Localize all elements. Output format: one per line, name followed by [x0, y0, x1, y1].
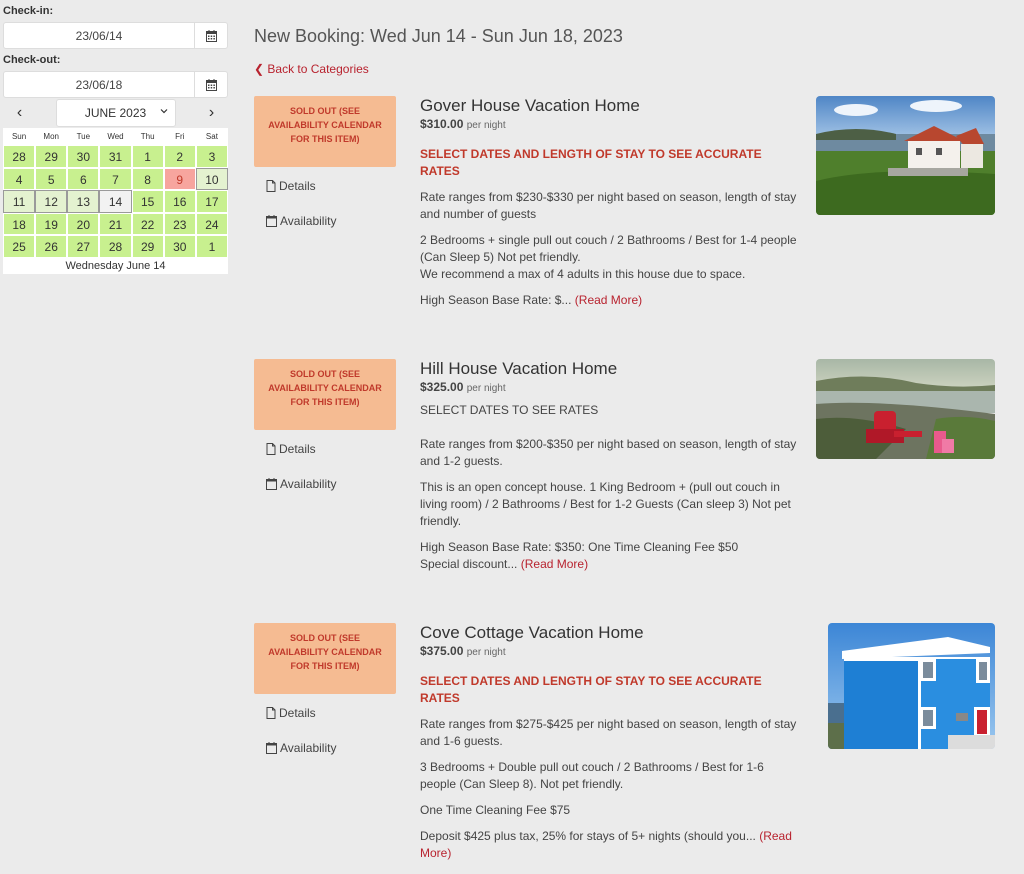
calendar-day[interactable]: 16 — [164, 190, 196, 213]
booking-sidebar — [3, 0, 228, 274]
calendar-icon[interactable] — [194, 23, 227, 48]
listing-price: $325.00 per night — [420, 380, 506, 394]
checkin-field[interactable] — [3, 22, 228, 49]
page-title: New Booking: Wed Jun 14 - Sun Jun 18, 2023 — [254, 26, 623, 46]
calendar-day[interactable]: 6 — [67, 168, 99, 191]
weekday-label: Wed — [107, 132, 124, 141]
availability-link[interactable]: Availability — [266, 741, 336, 755]
chevron-down-icon — [159, 106, 169, 116]
calendar-day[interactable]: 9 — [164, 168, 196, 191]
rate-range: Rate ranges from $275-$425 per night based on season, length of stay and 1-6 guests. — [420, 717, 797, 748]
calendar-day[interactable]: 18 — [3, 213, 35, 236]
calendar-day[interactable]: 7 — [99, 168, 131, 191]
calendar-day[interactable]: 29 — [132, 235, 164, 258]
room-description: 2 Bedrooms + single pull out couch / 2 Bathrooms / Best for 1-4 people (Can Sleep 5) Not pet friendly. We recommend a max of 4 adults in this house due to space. — [420, 233, 797, 281]
weekday-label: Thu — [140, 132, 155, 141]
prev-month-icon[interactable]: ‹ — [16, 104, 23, 121]
listing-content — [420, 96, 800, 309]
weekday-label: Tue — [76, 132, 91, 141]
listing-title[interactable]: Cove Cottage Vacation Home — [420, 623, 644, 642]
calendar-day[interactable]: 20 — [67, 213, 99, 236]
checkout-label: Check-out: — [3, 54, 61, 66]
sold-out-badge[interactable]: SOLD OUT (SEE AVAILABILITY CALENDAR FOR THIS ITEM) — [254, 623, 396, 694]
listing-photo[interactable] — [816, 359, 995, 459]
calendar-day[interactable]: 1 — [132, 145, 164, 168]
calendar-day[interactable]: 4 — [3, 168, 35, 191]
calendar-day[interactable]: 15 — [132, 190, 164, 213]
calendar-caption: Wednesday June 14 — [3, 258, 228, 274]
checkin-input[interactable] — [4, 23, 194, 48]
calendar-day[interactable]: 26 — [35, 235, 67, 258]
rates-notice: SELECT DATES TO SEE RATES — [420, 403, 599, 417]
calendar-day[interactable]: 12 — [35, 190, 67, 213]
read-more-link[interactable]: (Read More) — [420, 829, 792, 860]
weekday-label: Fri — [175, 132, 185, 141]
rates-notice: SELECT DATES AND LENGTH OF STAY TO SEE ACCURATE RATES — [420, 147, 762, 178]
calendar-day[interactable]: 31 — [99, 145, 131, 168]
details-link[interactable]: Details — [266, 706, 316, 720]
calendar-nav — [3, 98, 228, 128]
listing-title[interactable]: Gover House Vacation Home — [420, 96, 640, 115]
listing-content — [420, 623, 800, 862]
calendar-day[interactable]: 11 — [3, 190, 35, 213]
month-label: JUNE 2023 — [84, 106, 147, 120]
listing-content — [420, 359, 800, 573]
document-icon — [266, 707, 276, 719]
read-more-link[interactable]: (Read More) — [574, 293, 643, 307]
calendar-day[interactable]: 28 — [3, 145, 35, 168]
weekday-label: Mon — [43, 132, 59, 141]
base-rate: High Season Base Rate: $350: One Time Cleaning Fee $50 Special discount... (Read More) — [420, 540, 739, 571]
availability-link[interactable]: Availability — [266, 214, 336, 228]
listing-photo[interactable] — [828, 623, 995, 749]
weekday-header — [3, 128, 228, 145]
calendar-day[interactable]: 14 — [99, 190, 131, 213]
cleaning-fee: One Time Cleaning Fee $75 — [420, 803, 571, 817]
room-description: This is an open concept house. 1 King Bedroom + (pull out couch in living room) / 2 Bathrooms / Best for 1-2 Guests (Can sleep 3) Not pet friendly. — [420, 480, 791, 528]
availability-link[interactable]: Availability — [266, 477, 336, 491]
calendar-day[interactable]: 1 — [196, 235, 228, 258]
next-month-icon[interactable]: › — [208, 104, 215, 121]
calendar-day[interactable]: 5 — [35, 168, 67, 191]
deposit-info: Deposit $425 plus tax, 25% for stays of 5+ nights (should you... (Read More) — [420, 829, 792, 860]
back-to-categories-link[interactable]: ❮ Back to Categories — [254, 62, 369, 76]
calendar-icon — [266, 478, 277, 490]
calendar-day[interactable]: 10 — [196, 168, 228, 191]
calendar-day[interactable]: 29 — [35, 145, 67, 168]
month-select[interactable] — [56, 99, 176, 127]
calendar-icon[interactable] — [194, 72, 227, 97]
listing-price: $310.00 per night — [420, 117, 506, 131]
calendar-day[interactable]: 13 — [67, 190, 99, 213]
document-icon — [266, 443, 276, 455]
chevron-left-icon: ❮ — [254, 62, 265, 76]
read-more-link[interactable]: (Read More) — [520, 557, 589, 571]
document-icon — [266, 180, 276, 192]
calendar-day[interactable]: 3 — [196, 145, 228, 168]
weekday-label: Sun — [11, 132, 27, 141]
rate-range: Rate ranges from $230-$330 per night based on season, length of stay and number of guests — [420, 190, 797, 221]
calendar-day[interactable]: 8 — [132, 168, 164, 191]
calendar-day[interactable]: 21 — [99, 213, 131, 236]
checkout-field[interactable] — [3, 71, 228, 98]
rate-range: Rate ranges from $200-$350 per night based on season, length of stay and 1-2 guests. — [420, 437, 797, 468]
calendar-day[interactable]: 19 — [35, 213, 67, 236]
sold-out-badge[interactable]: SOLD OUT (SEE AVAILABILITY CALENDAR FOR THIS ITEM) — [254, 96, 396, 167]
room-description: 3 Bedrooms + Double pull out couch / 2 Bathrooms / Best for 1-6 people (Can Sleep 8). Not pet friendly. — [420, 760, 764, 791]
calendar-day[interactable]: 23 — [164, 213, 196, 236]
calendar-day[interactable]: 27 — [67, 235, 99, 258]
calendar-day[interactable]: 28 — [99, 235, 131, 258]
calendar-icon — [266, 215, 277, 227]
listing-price: $375.00 per night — [420, 644, 506, 658]
calendar-day[interactable]: 2 — [164, 145, 196, 168]
checkout-input[interactable] — [4, 72, 194, 97]
sold-out-badge[interactable]: SOLD OUT (SEE AVAILABILITY CALENDAR FOR THIS ITEM) — [254, 359, 396, 430]
details-link[interactable]: Details — [266, 179, 316, 193]
base-rate: High Season Base Rate: $... (Read More) — [420, 293, 643, 307]
calendar-day[interactable]: 25 — [3, 235, 35, 258]
checkin-label: Check-in: — [3, 5, 54, 17]
listing-title[interactable]: Hill House Vacation Home — [420, 359, 618, 378]
calendar-icon — [266, 742, 277, 754]
weekday-label: Sat — [205, 132, 218, 141]
details-link[interactable]: Details — [266, 442, 316, 456]
listing-photo[interactable] — [816, 96, 995, 215]
calendar-day[interactable]: 30 — [164, 235, 196, 258]
rates-notice: SELECT DATES AND LENGTH OF STAY TO SEE ACCURATE RATES — [420, 674, 762, 705]
calendar-day[interactable]: 17 — [196, 190, 228, 213]
calendar-day[interactable]: 30 — [67, 145, 99, 168]
calendar-grid — [3, 145, 228, 258]
calendar-day[interactable]: 22 — [132, 213, 164, 236]
calendar-day[interactable]: 24 — [196, 213, 228, 236]
